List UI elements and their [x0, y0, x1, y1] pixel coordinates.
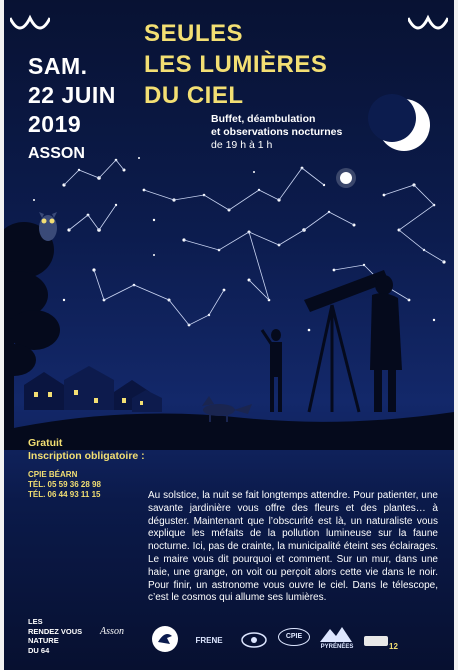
title-line: SEULES	[144, 20, 244, 47]
crescent-moon-icon	[368, 94, 430, 151]
scallop-decoration	[408, 14, 448, 40]
event-day-month: 22 JUIN	[28, 82, 116, 108]
subtitle-line: et observations nocturnes	[211, 126, 343, 138]
partner-logos	[92, 622, 402, 662]
mountain-logo-icon	[320, 626, 352, 642]
phone-number: TÉL. 06 44 93 11 15	[28, 490, 101, 499]
rdv-line: DU 64	[28, 645, 50, 655]
pyrenees-logo: PYRÉNÉES	[320, 644, 354, 650]
registration-info	[28, 437, 145, 463]
owl-icon	[39, 212, 57, 241]
event-title	[144, 18, 327, 111]
poster-page	[4, 0, 454, 670]
eye-logo-icon	[240, 628, 268, 652]
asson-logo: Asson	[100, 626, 124, 637]
organization-name: CPIE BÉARN	[28, 470, 78, 479]
bird-logo-icon	[150, 624, 180, 654]
event-day: SAM.	[28, 53, 88, 79]
event-date	[28, 52, 116, 139]
rdv-line: RENDEZ VOUS	[28, 626, 83, 636]
telescope-and-astronomers	[262, 270, 402, 412]
phone-number: TÉL. 05 59 36 28 98	[28, 480, 101, 489]
contact-block	[28, 470, 101, 500]
event-subtitle	[211, 113, 342, 152]
subtitle-line: Buffet, déambulation	[211, 113, 316, 125]
rdv-line: LES	[28, 617, 43, 626]
page-number: 12	[389, 642, 398, 651]
cpie-logo: CPIE	[278, 628, 310, 646]
title-line: LES LUMIÈRES	[144, 51, 328, 78]
department-logo	[364, 636, 388, 646]
scallop-decoration	[10, 14, 50, 40]
rendez-vous-nature-label	[28, 617, 82, 655]
registration-label: Inscription obligatoire :	[28, 450, 145, 462]
event-description: Au solstice, la nuit se fait longtemps attendre. Pour patienter, une savante jardinière vous offre des fleurs et des plantes… à déguster. Maintenant que l’obscurité est là, un naturaliste vous explique les méfaits de la pollution lumineuse sur la faune nocturne. Ici, pas de crainte, la municipalité éteint ses éclairages. Le maire vous dit pourquoi et comment. Sur un mur, dans une haie, une grange, on voit ou perçoit alors cette vie dans le noir. Pour finir, un astronome vous ouvre le ciel. Dans le télescope, c’est le cosmos qui allume ses lumières.	[148, 490, 438, 604]
village-silhouette	[24, 366, 162, 412]
free-label: Gratuit	[28, 437, 63, 449]
event-year: 2019	[28, 111, 82, 137]
event-hours: de 19 h à 1 h	[211, 139, 273, 151]
rdv-line: NATURE	[28, 636, 59, 645]
frene-logo: FRENE	[195, 636, 223, 645]
event-place: ASSON	[28, 145, 85, 162]
title-line: DU CIEL	[144, 82, 244, 109]
